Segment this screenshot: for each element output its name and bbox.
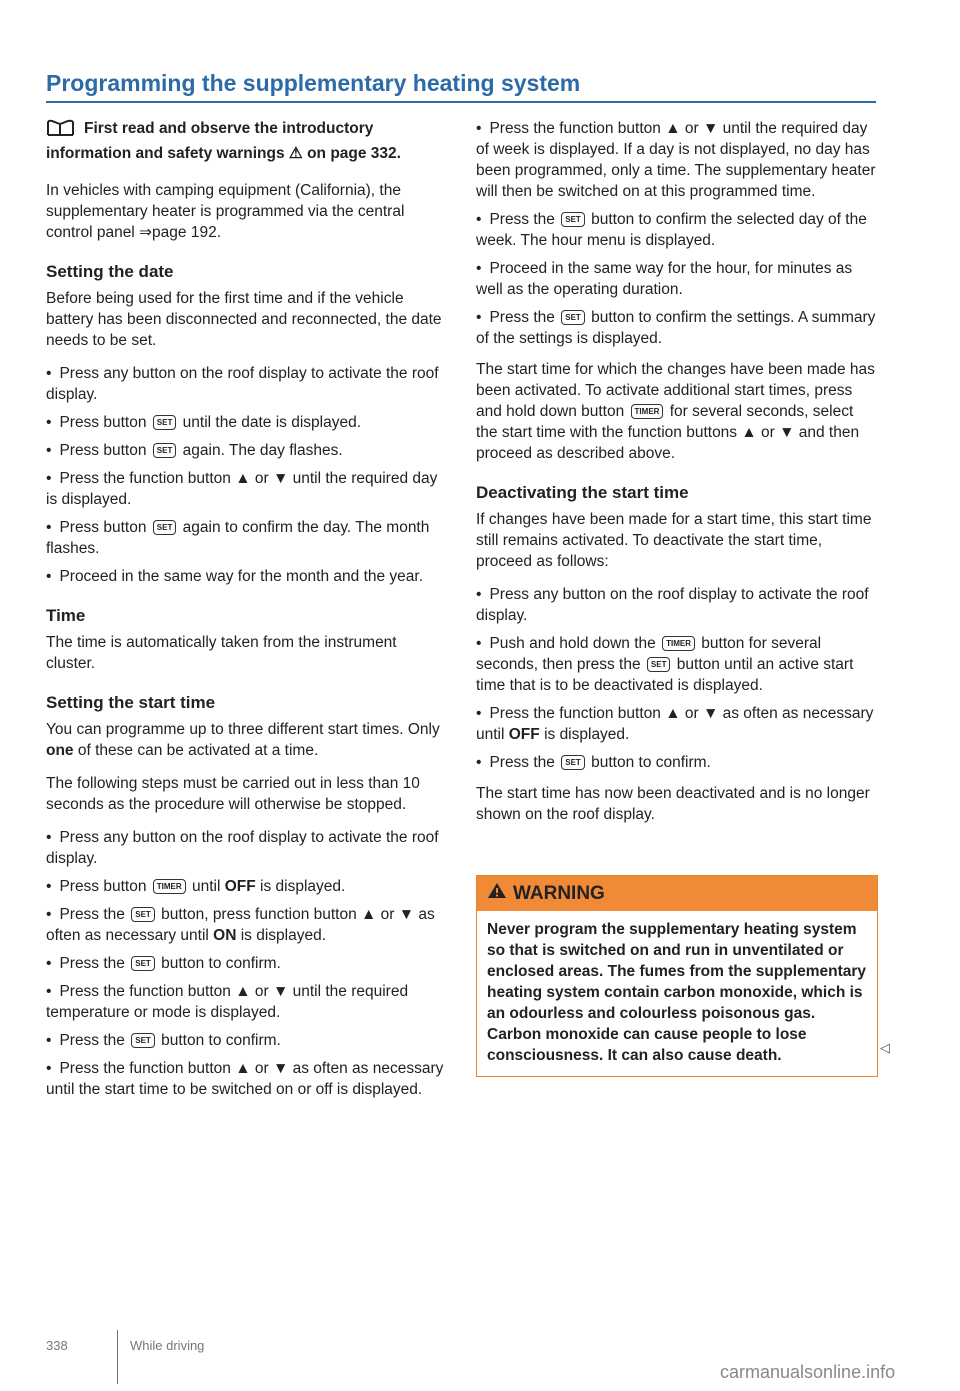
set-key-icon: SET: [153, 443, 177, 458]
list-item: • Press any button on the roof display to activate the roof display.: [46, 827, 446, 869]
timer-key-icon: TIMER: [153, 879, 186, 894]
warning-body: Never program the supplementary heating system so that is switched on and run in unventilated or enclosed areas. The fumes from the supplementary heating system contain carbon monoxide, which is an odourless and colourless poisonous gas. Carbon monoxide can cause people to lose consciousness. It can also cause death.: [487, 921, 867, 1064]
list-item: • Press the function button ▲ or ▼ as often as necessary until OFF is displayed.: [476, 703, 876, 745]
set-key-icon: SET: [561, 755, 585, 770]
warning-triangle-icon: [487, 882, 507, 905]
heading-start-time: Setting the start time: [46, 693, 216, 712]
heading-deactivating: Deactivating the start time: [476, 483, 689, 502]
paragraph: If changes have been made for a start time, this start time still remains activated. To deactivate the start time, proceed as follows:: [476, 511, 872, 570]
heading-time: Time: [46, 606, 86, 625]
warning-box: [476, 875, 878, 1077]
set-key-icon: SET: [131, 1033, 155, 1048]
list-item: • Press button TIMER until OFF is displayed.: [46, 876, 446, 897]
set-key-icon: SET: [153, 520, 177, 535]
heading-setting-date: Setting the date: [46, 262, 174, 281]
set-key-icon: SET: [153, 415, 177, 430]
list-item: • Press the function button ▲ or ▼ as often as necessary until the start time to be switched on or off is displayed.: [46, 1058, 446, 1100]
set-key-icon: SET: [561, 310, 585, 325]
paragraph: The start time for which the changes have been made has been activated. To activate additional start times, press and hold down button TIMER for several seconds, select the start time with the function buttons ▲ or ▼ and then proceed as described above.: [476, 361, 875, 462]
intro-text: First read and observe the introductory information and safety warnings ⚠ on page 332.: [46, 120, 401, 162]
paragraph: You can programme up to three different start times. Only one of these can be activated at a time.: [46, 721, 440, 759]
set-key-icon: SET: [131, 956, 155, 971]
timer-key-icon: TIMER: [662, 636, 695, 651]
list-item: • Press the SET button to confirm the selected day of the week. The hour menu is displayed.: [476, 209, 876, 251]
set-key-icon: SET: [131, 907, 155, 922]
list-item: • Proceed in the same way for the hour, for minutes as well as the operating duration.: [476, 258, 876, 300]
intro-note: [46, 118, 446, 164]
section-name: While driving: [130, 1338, 205, 1353]
title-rule: [46, 101, 876, 103]
paragraph: The following steps must be carried out in less than 10 seconds as the procedure will otherwise be stopped.: [46, 775, 420, 813]
list-item: • Press the function button ▲ or ▼ until the required temperature or mode is displayed.: [46, 981, 446, 1023]
list-item: • Press any button on the roof display to activate the roof display.: [476, 584, 876, 626]
list-item: • Proceed in the same way for the month and the year.: [46, 566, 446, 587]
watermark: carmanualsonline.info: [720, 1362, 896, 1382]
paragraph: The time is automatically taken from the instrument cluster.: [46, 634, 397, 672]
set-key-icon: SET: [561, 212, 585, 227]
list-item: • Press button SET until the date is displayed.: [46, 412, 446, 433]
page-title: Programming the supplementary heating system: [46, 70, 581, 96]
left-column: [46, 118, 446, 1107]
book-icon: [46, 119, 76, 143]
footer-divider: [117, 1330, 118, 1384]
paragraph: In vehicles with camping equipment (California), the supplementary heater is programmed via the central control panel ⇒page 192.: [46, 182, 405, 241]
paragraph: Before being used for the first time and if the vehicle battery has been disconnected and reconnected, the date needs to be set.: [46, 290, 442, 349]
list-item: • Press any button on the roof display to activate the roof display.: [46, 363, 446, 405]
list-item: • Press button SET again. The day flashes.: [46, 440, 446, 461]
list-item: • Press button SET again to confirm the day. The month flashes.: [46, 517, 446, 559]
list-item: • Press the function button ▲ or ▼ until the required day of week is displayed. If a day is not displayed, no day has been programmed, only a time. The supplementary heater will then be switched on at this programmed time.: [476, 118, 876, 202]
list-item: • Press the SET button, press function button ▲ or ▼ as often as necessary until ON is displayed.: [46, 904, 446, 946]
set-key-icon: SET: [647, 657, 671, 672]
timer-key-icon: TIMER: [631, 404, 664, 419]
warning-heading: WARNING: [513, 883, 605, 904]
list-item: • Press the SET button to confirm.: [46, 1030, 446, 1051]
end-of-section-icon: ◁: [880, 1040, 890, 1055]
list-item: • Press the SET button to confirm the settings. A summary of the settings is displayed.: [476, 307, 876, 349]
list-item: • Push and hold down the TIMER button for several seconds, then press the SET button until an active start time that is to be deactivated is displayed.: [476, 633, 876, 696]
list-item: • Press the SET button to confirm.: [46, 953, 446, 974]
right-column: [476, 118, 876, 837]
page-number: 338: [46, 1338, 68, 1353]
warning-header: [477, 876, 877, 911]
list-item: • Press the SET button to confirm.: [476, 752, 876, 773]
list-item: • Press the function button ▲ or ▼ until the required day is displayed.: [46, 468, 446, 510]
paragraph: The start time has now been deactivated and is no longer shown on the roof display.: [476, 785, 870, 823]
